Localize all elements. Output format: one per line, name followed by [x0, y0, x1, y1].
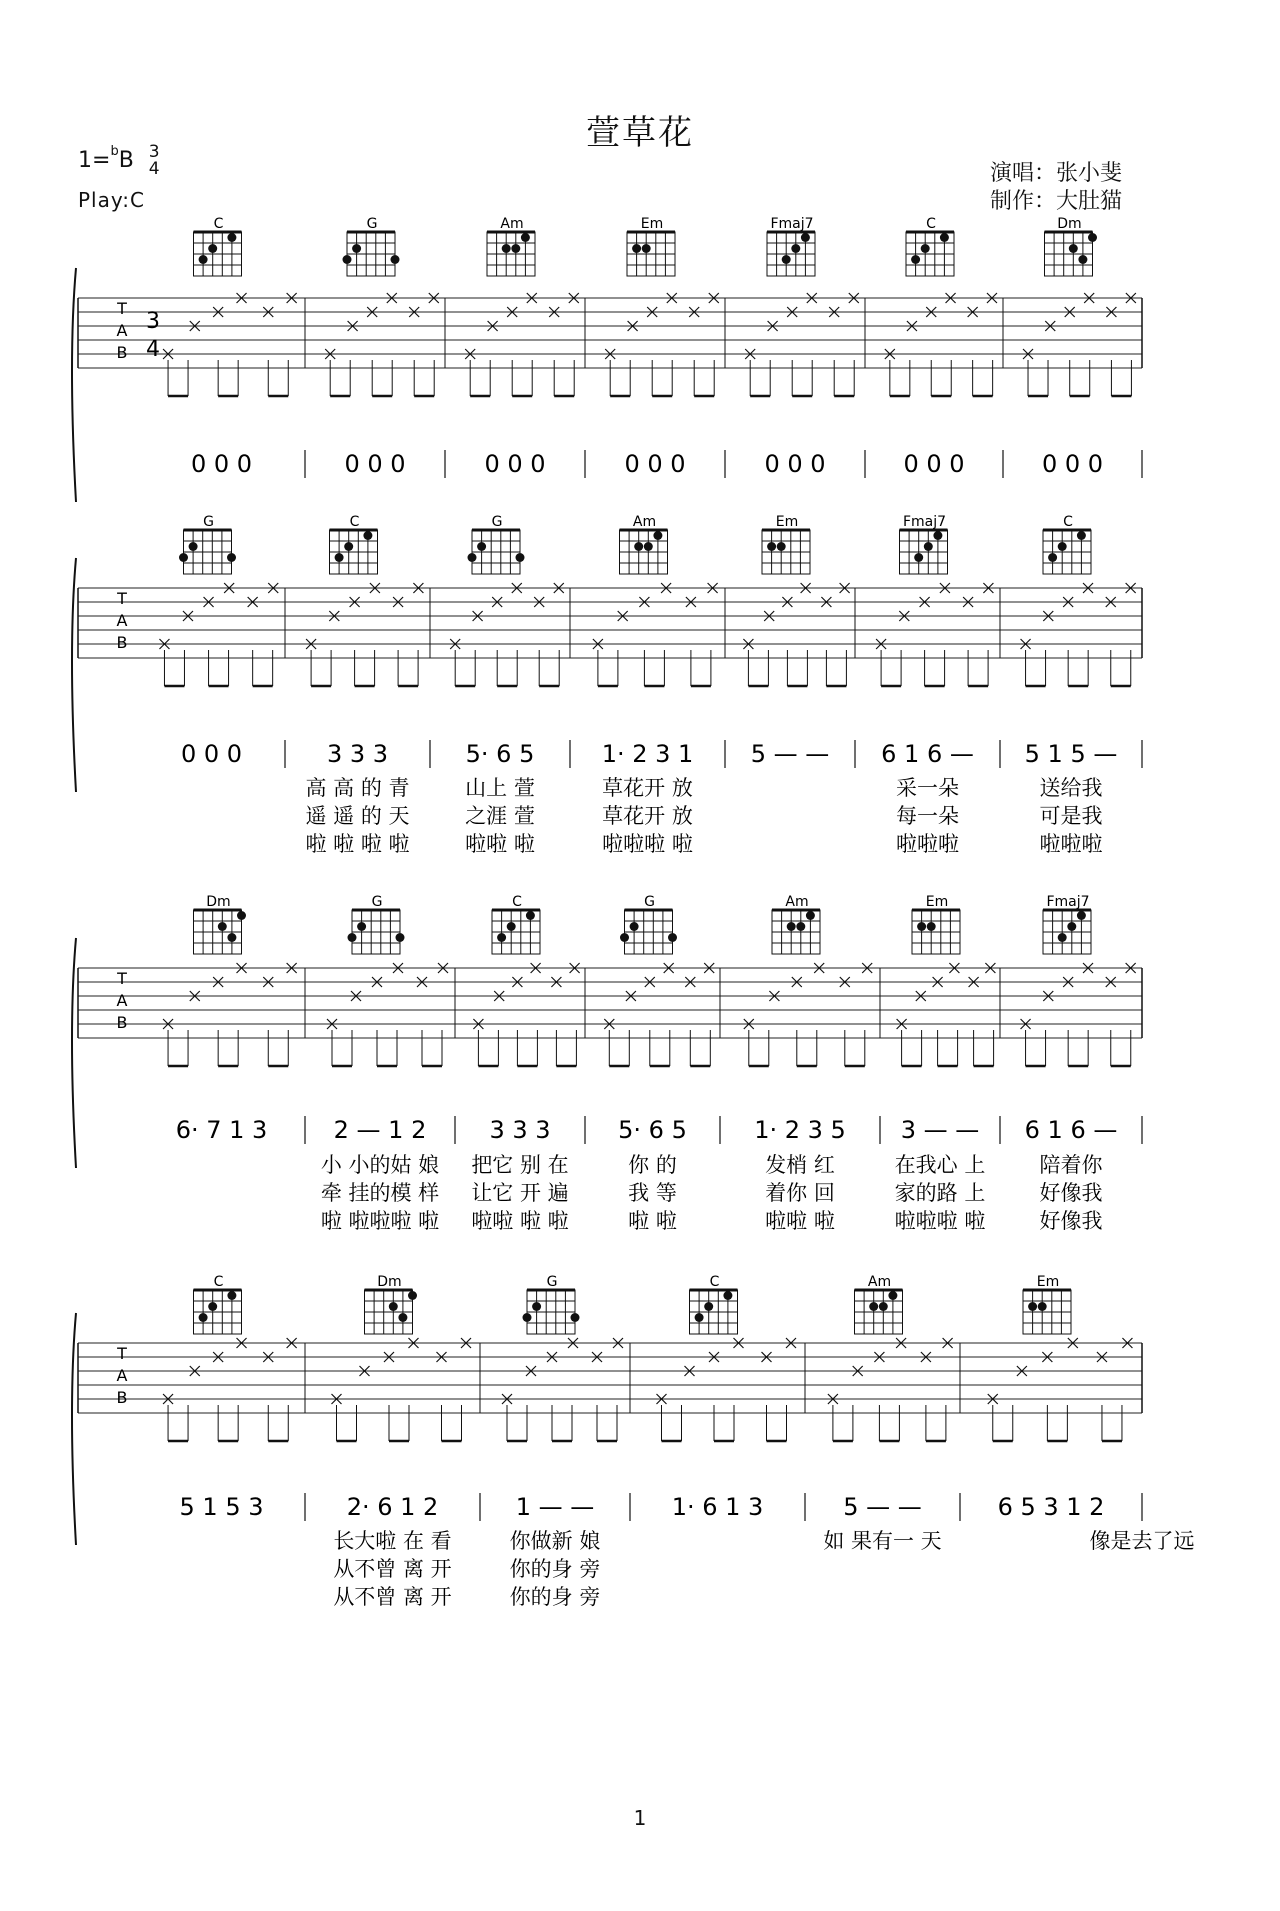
chord-diagram — [330, 514, 378, 574]
finger-dot — [389, 1302, 398, 1311]
finger-dot — [408, 1291, 417, 1300]
lyric-segment: 草花开 放 — [602, 804, 693, 828]
lyric-segment: 啦啦啦 啦 — [894, 1209, 986, 1233]
tab-time-signature: 4 — [146, 337, 160, 362]
jianpu-measure: 6 5 3 1 2 — [997, 1493, 1105, 1521]
finger-dot — [620, 933, 629, 942]
chord-diagram — [767, 216, 815, 276]
finger-dot — [782, 255, 791, 264]
jianpu-measure: 5· 6 5 — [465, 740, 535, 768]
key-prefix: 1= — [78, 148, 111, 173]
time-bottom: 4 — [148, 159, 160, 179]
key-note: B — [118, 148, 134, 173]
finger-dot — [357, 922, 366, 931]
chord-name: G — [371, 894, 383, 910]
chord-name: G — [491, 514, 503, 530]
jianpu-measure: 2 — 1 2 — [333, 1116, 427, 1144]
finger-dot — [532, 1302, 541, 1311]
finger-dot — [477, 542, 486, 551]
chord-diagram — [492, 894, 540, 954]
jianpu-measure: 6 1 6 — — [1024, 1116, 1118, 1144]
lyric-segment: 啦啦啦 啦 — [602, 832, 693, 856]
chord-diagram — [194, 894, 247, 954]
lyric-segment: 你的身 旁 — [509, 1557, 601, 1581]
finger-dot — [218, 922, 227, 931]
finger-dot — [933, 531, 942, 540]
chord-diagram — [487, 216, 535, 276]
jianpu-measure: 0 0 0 — [903, 450, 965, 478]
chord-name: G — [366, 216, 378, 232]
lyric-segment: 发梢 红 — [765, 1153, 835, 1177]
finger-dot — [777, 542, 786, 551]
lyric-segment: 小 小的姑 娘 — [320, 1153, 440, 1177]
jianpu-measure: 5· 6 5 — [618, 1116, 687, 1144]
chord-name: C — [1063, 514, 1073, 530]
jianpu-measure: 0 0 0 — [190, 450, 253, 478]
tab-clef-letter: B — [116, 633, 128, 652]
jianpu-measure: 2· 6 1 2 — [346, 1493, 439, 1521]
finger-dot — [911, 255, 920, 264]
finger-dot — [917, 922, 926, 931]
system-brace — [72, 268, 76, 502]
chord-name: Am — [785, 894, 809, 910]
jianpu-measure: 0 0 0 — [624, 450, 686, 478]
chord-name: G — [644, 894, 655, 910]
chord-name: C — [926, 216, 936, 232]
chord-name: C — [349, 514, 360, 530]
system — [72, 216, 1142, 502]
chord-name: Am — [632, 514, 657, 530]
finger-dot — [398, 1313, 407, 1322]
finger-dot — [189, 542, 198, 551]
lyric-segment: 可是我 — [1039, 804, 1103, 828]
flat-sign: b — [110, 144, 119, 159]
lyric-segment: 遥 遥 的 天 — [305, 804, 410, 828]
finger-dot — [653, 531, 662, 540]
tab-clef-letter: A — [116, 1366, 128, 1385]
finger-dot — [704, 1302, 713, 1311]
finger-dot — [869, 1302, 878, 1311]
finger-dot — [1078, 255, 1087, 264]
jianpu-measure: 1· 2 3 5 — [754, 1116, 846, 1144]
finger-dot — [940, 233, 949, 242]
finger-dot — [1077, 531, 1086, 540]
lyric-segment: 我 等 — [628, 1181, 677, 1205]
chord-name: Em — [640, 216, 664, 232]
lyric-segment: 如 果有一 天 — [823, 1529, 942, 1553]
jianpu-measure: 3 — — — [900, 1116, 980, 1144]
jianpu-measure: 0 0 0 — [484, 450, 546, 478]
finger-dot — [511, 244, 520, 253]
finger-dot — [791, 244, 800, 253]
chord-diagram — [1043, 514, 1091, 574]
finger-dot — [227, 233, 236, 242]
finger-dot — [237, 911, 246, 920]
chord-name: G — [203, 514, 214, 530]
lyric-segment: 家的路 上 — [894, 1181, 986, 1205]
jianpu-measure: 5 — — — [843, 1493, 922, 1521]
lyric-segment: 牵 挂的模 样 — [320, 1181, 440, 1205]
system — [72, 894, 1142, 1233]
finger-dot — [787, 922, 796, 931]
lyric-segment: 采一朵 — [896, 776, 959, 800]
finger-dot — [335, 553, 344, 562]
jianpu-measure: 3 3 3 — [326, 740, 389, 768]
finger-dot — [644, 542, 653, 551]
chord-name: Am — [867, 1274, 892, 1290]
chord-diagram — [179, 514, 236, 574]
jianpu-measure: 0 0 0 — [1041, 450, 1104, 478]
finger-dot — [526, 911, 535, 920]
chord-name: Dm — [1057, 216, 1082, 232]
finger-dot — [1067, 922, 1076, 931]
finger-dot — [516, 553, 525, 562]
tab-clef-letter: A — [116, 991, 128, 1010]
finger-dot — [502, 244, 511, 253]
lyric-segment: 让它 开 遍 — [471, 1181, 569, 1205]
lyric-segment: 啦 啦 — [628, 1209, 677, 1233]
finger-dot — [888, 1291, 897, 1300]
finger-dot — [391, 255, 400, 264]
chord-name: Em — [1036, 1274, 1060, 1290]
chord-diagram — [620, 514, 668, 574]
finger-dot — [1077, 911, 1086, 920]
chord-name: Fmaj7 — [770, 216, 814, 232]
finger-dot — [632, 244, 641, 253]
lyric-segment: 把它 别 在 — [471, 1153, 569, 1177]
jianpu-measure: 6· 7 1 3 — [175, 1116, 268, 1144]
finger-dot — [199, 255, 208, 264]
jianpu-measure: 1· 2 3 1 — [601, 740, 694, 768]
finger-dot — [521, 233, 530, 242]
jianpu-measure: 0 0 0 — [344, 450, 406, 478]
chord-diagram — [762, 514, 810, 574]
chord-name: Fmaj7 — [902, 514, 947, 530]
finger-dot — [468, 553, 477, 562]
finger-dot — [806, 911, 815, 920]
lyric-segment: 山上 萱 — [465, 776, 535, 800]
chord-name: Dm — [377, 1274, 402, 1290]
system — [72, 1274, 1195, 1609]
finger-dot — [571, 1313, 580, 1322]
chord-diagram — [912, 894, 960, 954]
lyric-segment: 每一朵 — [896, 804, 959, 828]
lyric-segment: 啦啦 啦 — [765, 1209, 835, 1233]
system — [72, 514, 1142, 856]
lyric-segment: 之涯 萱 — [465, 804, 535, 828]
singer-credit: 演唱：张小斐 — [990, 161, 1123, 186]
finger-dot — [363, 531, 372, 540]
jianpu-measure: 5 1 5 3 — [179, 1493, 264, 1521]
lyric-segment: 草花开 放 — [602, 776, 693, 800]
lyric-segment: 你 的 — [628, 1153, 677, 1177]
finger-dot — [497, 933, 506, 942]
finger-dot — [507, 922, 516, 931]
chord-name: C — [709, 1274, 720, 1290]
chord-name: C — [213, 216, 224, 232]
finger-dot — [344, 542, 353, 551]
lyric-segment: 好像我 — [1039, 1181, 1103, 1205]
lyric-segment: 从不曾 离 开 — [333, 1557, 452, 1581]
finger-dot — [1048, 553, 1057, 562]
finger-dot — [208, 1302, 217, 1311]
jianpu-measure: 3 3 3 — [489, 1116, 551, 1144]
finger-dot — [801, 233, 810, 242]
lyric-segment: 你做新 娘 — [509, 1529, 601, 1553]
jianpu-measure: 6 1 6 — — [881, 740, 974, 768]
finger-dot — [796, 922, 805, 931]
finger-dot — [227, 1291, 236, 1300]
chord-diagram — [1023, 1274, 1071, 1334]
finger-dot — [227, 553, 236, 562]
finger-dot — [924, 542, 933, 551]
system-brace — [72, 938, 76, 1168]
finger-dot — [1038, 1302, 1047, 1311]
chord-name: G — [546, 1274, 558, 1290]
tab-clef-letter: A — [116, 611, 128, 630]
time-top: 3 — [148, 142, 160, 162]
tab-clef-letter: B — [116, 1013, 128, 1032]
lyric-segment: 在我心 上 — [894, 1153, 986, 1177]
chord-name: Em — [775, 514, 799, 530]
chord-diagram — [523, 1274, 580, 1334]
tab-clef-letter: T — [117, 589, 127, 608]
tab-clef-letter: A — [116, 321, 128, 340]
tab-clef-letter: T — [117, 1344, 127, 1363]
tab-clef-letter: B — [116, 343, 128, 362]
chord-name: C — [213, 1274, 224, 1290]
jianpu-measure: 1 — — — [515, 1493, 595, 1521]
tab-clef-letter: T — [117, 299, 127, 318]
lyric-segment: 像是去了远 — [1089, 1529, 1195, 1553]
chord-diagram — [620, 894, 677, 954]
finger-dot — [1069, 244, 1078, 253]
finger-dot — [695, 1313, 704, 1322]
finger-dot — [921, 244, 930, 253]
jianpu-measure: 0 0 0 — [180, 740, 243, 768]
finger-dot — [523, 1313, 532, 1322]
jianpu-measure: 5 1 5 — — [1024, 740, 1118, 768]
chord-diagram — [772, 894, 820, 954]
chord-diagram — [1043, 894, 1091, 954]
system-brace — [72, 558, 76, 792]
producer-credit: 制作：大肚猫 — [990, 189, 1123, 214]
finger-dot — [668, 933, 677, 942]
chord-diagram — [627, 216, 675, 276]
lyric-segment: 你的身 旁 — [509, 1585, 601, 1609]
jianpu-measure: 0 0 0 — [764, 450, 826, 478]
chord-diagram — [194, 1274, 242, 1334]
lyric-segment: 啦啦 啦 啦 — [471, 1209, 569, 1233]
finger-dot — [634, 542, 643, 551]
finger-dot — [227, 933, 236, 942]
lyric-segment: 长大啦 在 看 — [333, 1529, 452, 1553]
play-key: Play:C — [78, 188, 145, 212]
finger-dot — [767, 542, 776, 551]
chord-diagram — [906, 216, 954, 276]
jianpu-measure: 1· 6 1 3 — [671, 1493, 764, 1521]
jianpu-measure: 5 — — — [750, 740, 830, 768]
tab-clef-letter: T — [117, 969, 127, 988]
lyric-segment: 啦啦啦 — [1039, 832, 1103, 856]
chord-name: Dm — [206, 894, 231, 910]
lyric-segment: 啦啦 啦 — [465, 832, 535, 856]
lyric-segment: 好像我 — [1039, 1209, 1103, 1233]
system-brace — [72, 1313, 76, 1545]
lyric-segment: 陪着你 — [1039, 1153, 1103, 1177]
finger-dot — [1028, 1302, 1037, 1311]
finger-dot — [630, 922, 639, 931]
finger-dot — [179, 553, 188, 562]
finger-dot — [352, 244, 361, 253]
finger-dot — [723, 1291, 732, 1300]
chord-diagram — [900, 514, 948, 574]
chord-diagram — [194, 216, 242, 276]
chord-diagram — [855, 1274, 903, 1334]
chord-diagram — [1045, 216, 1098, 276]
finger-dot — [199, 1313, 208, 1322]
chord-name: C — [512, 894, 522, 910]
finger-dot — [1058, 542, 1067, 551]
finger-dot — [208, 244, 217, 253]
chord-diagram — [348, 894, 405, 954]
chord-diagram — [343, 216, 400, 276]
lyric-segment: 从不曾 离 开 — [333, 1585, 452, 1609]
finger-dot — [914, 553, 923, 562]
finger-dot — [879, 1302, 888, 1311]
chord-diagram — [690, 1274, 738, 1334]
lyric-segment: 啦 啦啦啦 啦 — [320, 1209, 440, 1233]
finger-dot — [927, 922, 936, 931]
finger-dot — [1058, 933, 1067, 942]
song-title: 萱草花 — [586, 113, 694, 153]
finger-dot — [396, 933, 405, 942]
tab-time-signature: 3 — [146, 309, 160, 334]
finger-dot — [343, 255, 352, 264]
chord-diagram — [365, 1274, 418, 1334]
chord-diagram — [468, 514, 525, 574]
lyric-segment: 送给我 — [1039, 776, 1103, 800]
chord-name: Fmaj7 — [1046, 894, 1090, 910]
finger-dot — [642, 244, 651, 253]
lyric-segment: 高 高 的 青 — [305, 776, 410, 800]
chord-name: Am — [500, 216, 524, 232]
finger-dot — [1088, 233, 1097, 242]
lyric-segment: 啦 啦 啦 啦 — [305, 832, 410, 856]
finger-dot — [348, 933, 357, 942]
tab-clef-letter: B — [116, 1388, 128, 1407]
lyric-segment: 着你 回 — [765, 1181, 835, 1205]
lyric-segment: 啦啦啦 — [896, 832, 959, 856]
page-number: 1 — [633, 1806, 647, 1830]
chord-name: Em — [925, 894, 949, 910]
